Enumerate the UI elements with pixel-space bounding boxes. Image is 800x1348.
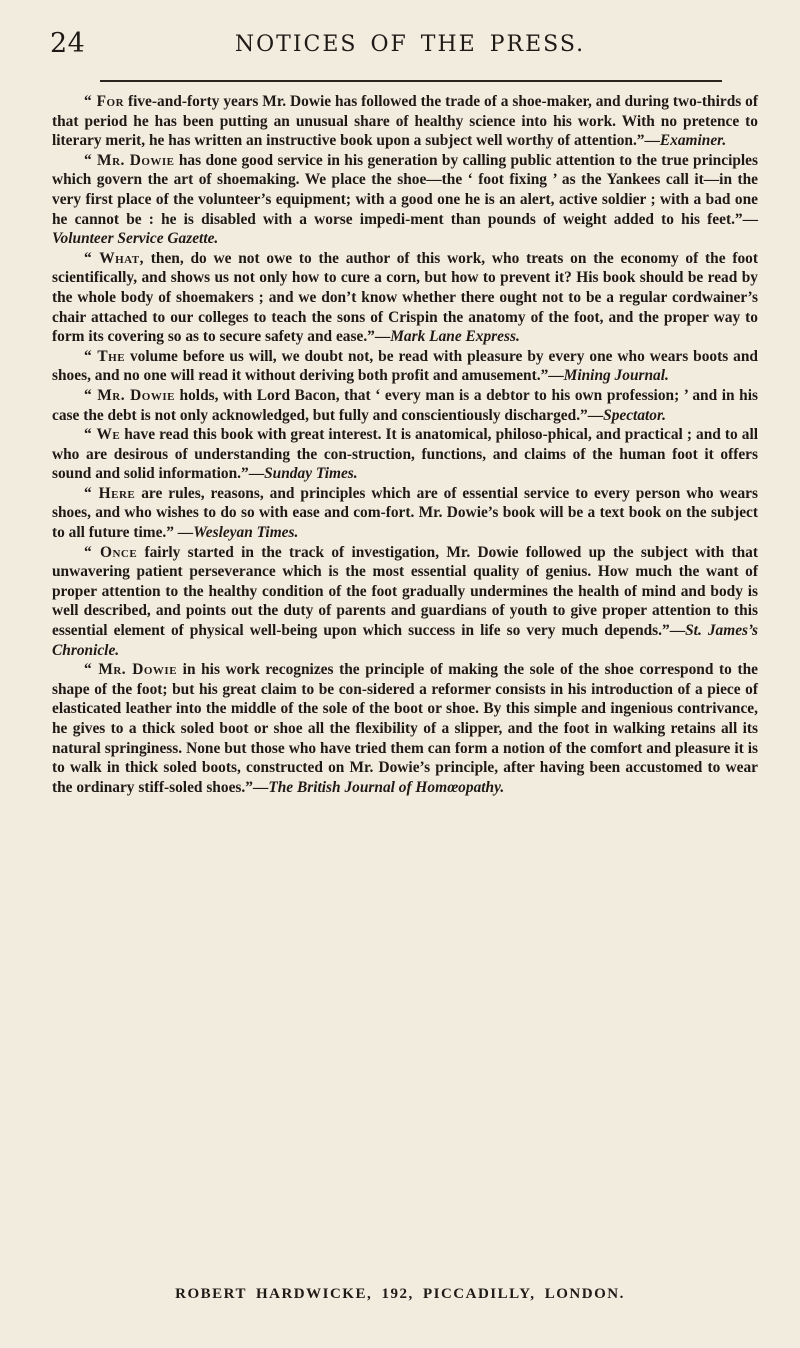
notice-source: Wesleyan Times. <box>193 524 299 542</box>
notice-text: then, do we not owe to the author of this work, who treats on the economy of the foot scientifically, and shows us not only how to cure a corn, but how to prevent it? His book should be read by the whole body of shoemakers ; and we don’t know whether there ought not to be a regular cordwainer’s chair attached to our colleges to teach the sons of Crispin the anatomy of the foot, and the proper way to form its covering so as to secure safety and ease.”— <box>52 249 758 346</box>
notice-source: Volunteer Service Gazette. <box>52 230 219 248</box>
notice-text: holds, with Lord Bacon, that ‘ every man is a debtor to his own profession; ’ and in his case the debt is not only acknowledged, but fully and conscientiously discharged.”— <box>52 386 758 424</box>
notice-source: Mining Journal. <box>563 367 669 385</box>
notice-lead: “ The <box>84 347 126 365</box>
notice-wesleyan-times <box>52 484 758 543</box>
notice-lead: “ We <box>84 426 121 444</box>
running-title: NOTICES OF THE PRESS. <box>234 32 586 57</box>
notice-text: are rules, reasons, and principles which are of essential service to every person who wears shoes, and who wishes to do so with ease and com-fort. Mr. Dowie’s book will be a text book on the subject to all future time.” — <box>52 484 758 542</box>
notice-sunday-times <box>52 425 758 484</box>
notice-volunteer-service-gazette <box>52 151 758 249</box>
notice-spectator <box>52 386 758 425</box>
notice-source: Sunday Times. <box>264 465 358 483</box>
notice-st-jamess-chronicle <box>52 543 758 661</box>
notice-source: St. James’s Chronicle. <box>52 622 758 659</box>
notice-examiner <box>52 92 758 151</box>
notice-source: Mark Lane Express. <box>390 328 520 346</box>
notice-lead: “ Once <box>84 543 138 561</box>
notice-lead: “ What, <box>84 249 144 267</box>
page-header <box>50 28 770 68</box>
notice-text: volume before us will, we doubt not, be read with pleasure by every one who wears boots and shoes, and no one will read it without deriving both profit and amusement.”— <box>52 347 758 385</box>
notice-source: The British Journal of Homœopathy. <box>268 778 505 796</box>
notice-lead: “ Here <box>84 484 136 502</box>
notice-british-journal-of-homoeopathy <box>52 660 758 797</box>
notice-lead: “ For <box>84 93 125 110</box>
page-number: 24 <box>50 28 86 59</box>
header-rule <box>100 80 722 82</box>
notice-mark-lane-express <box>52 249 758 347</box>
notice-lead: “ Mr. Dowie <box>84 386 175 404</box>
notice-mining-journal <box>52 347 758 386</box>
notice-text: fairly started in the track of investigation, Mr. Dowie followed up the subject with that unwavering patient perseverance which is the most essential quality of genius. How much the want of proper attention to the healthy condition of the foot gradually undermines the health of mind and body is well described, and points out the duty of parents and guardians of youth to give proper attention to this essential element of physical well-being upon which success in life so very much depends.”— <box>52 543 759 640</box>
publisher-imprint: ROBERT HARDWICKE, 192, PICCADILLY, LONDON. <box>175 1286 625 1302</box>
notice-lead: “ Mr. Dowie <box>84 661 178 679</box>
notice-source: Spectator. <box>603 406 666 424</box>
notice-text: five-and-forty years Mr. Dowie has followed the trade of a shoe-maker, and during two-thirds of that period he has been putting an unusual share of healthy science into his work. With no pretence to literary merit, he has written an instructive book upon a subject well worthy of attention.”— <box>52 93 758 150</box>
notice-source: Examiner. <box>659 132 727 150</box>
notice-lead: “ Mr. Dowie <box>84 151 175 169</box>
notice-text: in his work recognizes the principle of making the sole of the shoe correspond to the shape of the foot; but his great claim to be con-sidered a reformer consists in his introduction of a piece of elasticated leather into the middle of the sole of the boot or shoe. By this simple and ingenious contrivance, he gives to a thick soled boot or shoe all the flexibility of a slipper, and the foot in walking retains all its natural springiness. None but those who have tried them can form a notion of the comfort and pleasure it is to walk in thick soled boots, constructed on Mr. Dowie’s principle, after having been accustomed to wear the ordinary stiff-soled shoes.”— <box>52 661 758 796</box>
notice-text: has done good service in his generation by calling public attention to the true principles which govern the art of shoemaking. We place the shoe—the ‘ foot fixing ’ as the Yankees call it—in the very first place of the volunteer’s equipment; with a good one he is an alert, active soldier ; with a bad one he cannot be : he is disabled with a worse impedi-ment than pounds of weight added to his feet.”— <box>52 151 758 228</box>
notice-text: have read this book with great interest. It is anatomical, philoso-phical, and practical ; and to all who are desirous of understanding the con-struction, functions, and claims of the human foot it offers sound and solid information.”— <box>52 426 759 483</box>
notices-body <box>52 92 758 797</box>
